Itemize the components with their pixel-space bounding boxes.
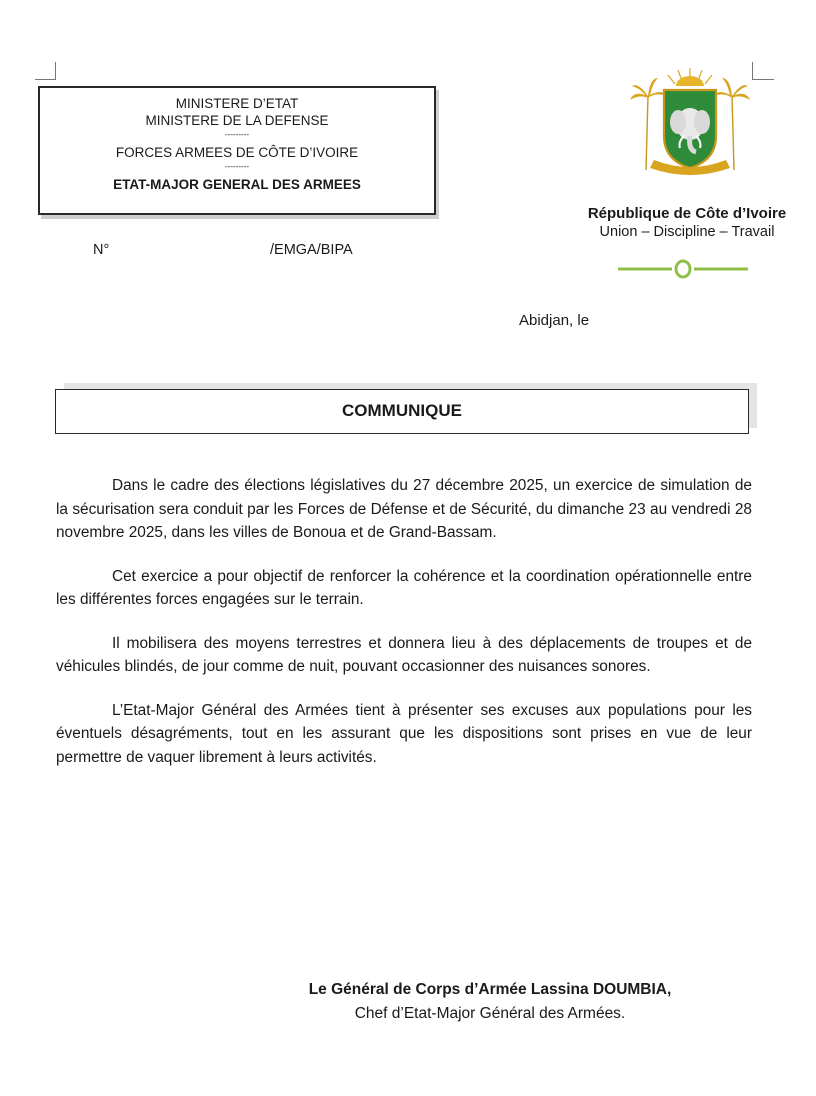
paragraph-2: Cet exercice a pour objectif de renforcer la cohérence et la coordination opérationnelle entre les différentes forces engagées sur le terrain. (56, 567, 752, 608)
communique-body (56, 474, 752, 789)
republic-name: République de Côte d’Ivoire (587, 205, 787, 222)
reference-number: N° (93, 242, 110, 258)
crop-mark-left-h (35, 79, 56, 80)
republic-motto: Union – Discipline – Travail (599, 224, 775, 240)
separator-2: --------- (225, 162, 249, 171)
crop-mark-right-h (752, 79, 774, 80)
paragraph-4: L’Etat-Major Général des Armées tient à présenter ses excuses aux populations pour les éventuels désagréments, tout en les assurant que les dispositions sont prises en vue de leur permettre de vaquer librement à leurs activités. (56, 701, 752, 766)
ornament-divider-icon (616, 256, 750, 282)
coat-of-arms-icon (628, 66, 752, 178)
signature-block (240, 978, 740, 1026)
signatory-name: Le Général de Corps d’Armée Lassina DOUMBIA, (308, 981, 672, 998)
crop-mark-right (752, 62, 753, 80)
republic-heading (572, 205, 802, 240)
paragraph-3: Il mobilisera des moyens terrestres et donnera lieu à des déplacements de troupes et de véhicules blindés, de jour comme de nuit, pouvant occasionner des nuisances sonores. (56, 634, 752, 675)
ministry-line-2: MINISTERE DE LA DEFENSE (145, 113, 329, 128)
ministry-header-box (38, 86, 436, 215)
ministry-line-1: MINISTERE D’ETAT (175, 96, 299, 111)
reference-code: /EMGA/BIPA (270, 242, 353, 258)
forces-line: FORCES ARMEES DE CÔTE D’IVOIRE (115, 145, 359, 160)
signatory-title: Chef d’Etat-Major Général des Armées. (354, 1005, 626, 1022)
place-date: Abidjan, le (519, 312, 590, 329)
document-title: COMMUNIQUE (55, 389, 749, 434)
crop-mark-left (55, 62, 56, 80)
staff-line: ETAT-MAJOR GENERAL DES ARMEES (113, 177, 361, 192)
paragraph-1: Dans le cadre des élections législatives du 27 décembre 2025, un exercice de simulation de la sécurisation sera conduit par les Forces de Défense et de Sécurité, du dimanche 23 au vendredi 28 novembre 2025, dans les villes de Bonoua et de Grand-Bassam. (56, 477, 752, 541)
separator-1: --------- (225, 130, 249, 139)
